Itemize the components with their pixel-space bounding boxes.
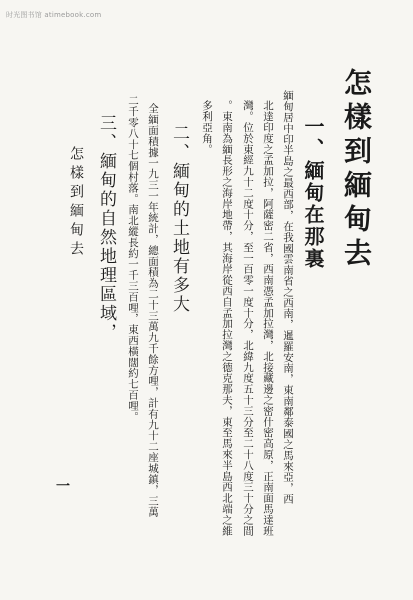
section-1-line-1: 緬甸居中印半島之最西部，在我國雲南省之西南，暹羅安南，東南鄰泰國之馬來亞，西	[282, 90, 294, 505]
section-2-heading: 二、緬甸的土地有多大	[169, 124, 189, 314]
section-3-heading: 三、緬甸的自然地理區域，	[96, 114, 116, 342]
section-1-line-4: 。東南為緬長形之海岸地帶，其海岸從西自孟加拉灣之德克那夫，東至馬來半島西北端之維	[221, 100, 233, 536]
section-2-line-2: 二千零八十七個村落。南北縱長約一千三百哩，東西橫闊約七百哩。	[127, 95, 139, 422]
page-title: 怎樣到緬甸去	[340, 68, 373, 272]
watermark: 时光图书馆 atimebook.com	[6, 11, 102, 19]
page-number: 一	[56, 479, 70, 495]
section-1-line-2: 北達印度之孟加拉，阿薩密二省，西南憑孟加拉灣，北接藏邊之密什密高原，正南面馬達班	[262, 100, 274, 536]
section-1-heading: 一、緬甸在那裏	[301, 116, 325, 270]
section-1-line-5: 多利亞角。	[201, 100, 213, 155]
section-2-line-1: 全緬面積據一九三一年統計，總面積為二十三萬九千餘方哩，計有九十二座城鎮，三萬	[147, 103, 159, 518]
running-title: 怎樣到緬甸去	[68, 146, 84, 260]
section-1-line-3: 灣。位於東經九十二度十分，至一百零一度十分，北緯九度五十三分至二十八度三十分之間	[242, 100, 254, 536]
